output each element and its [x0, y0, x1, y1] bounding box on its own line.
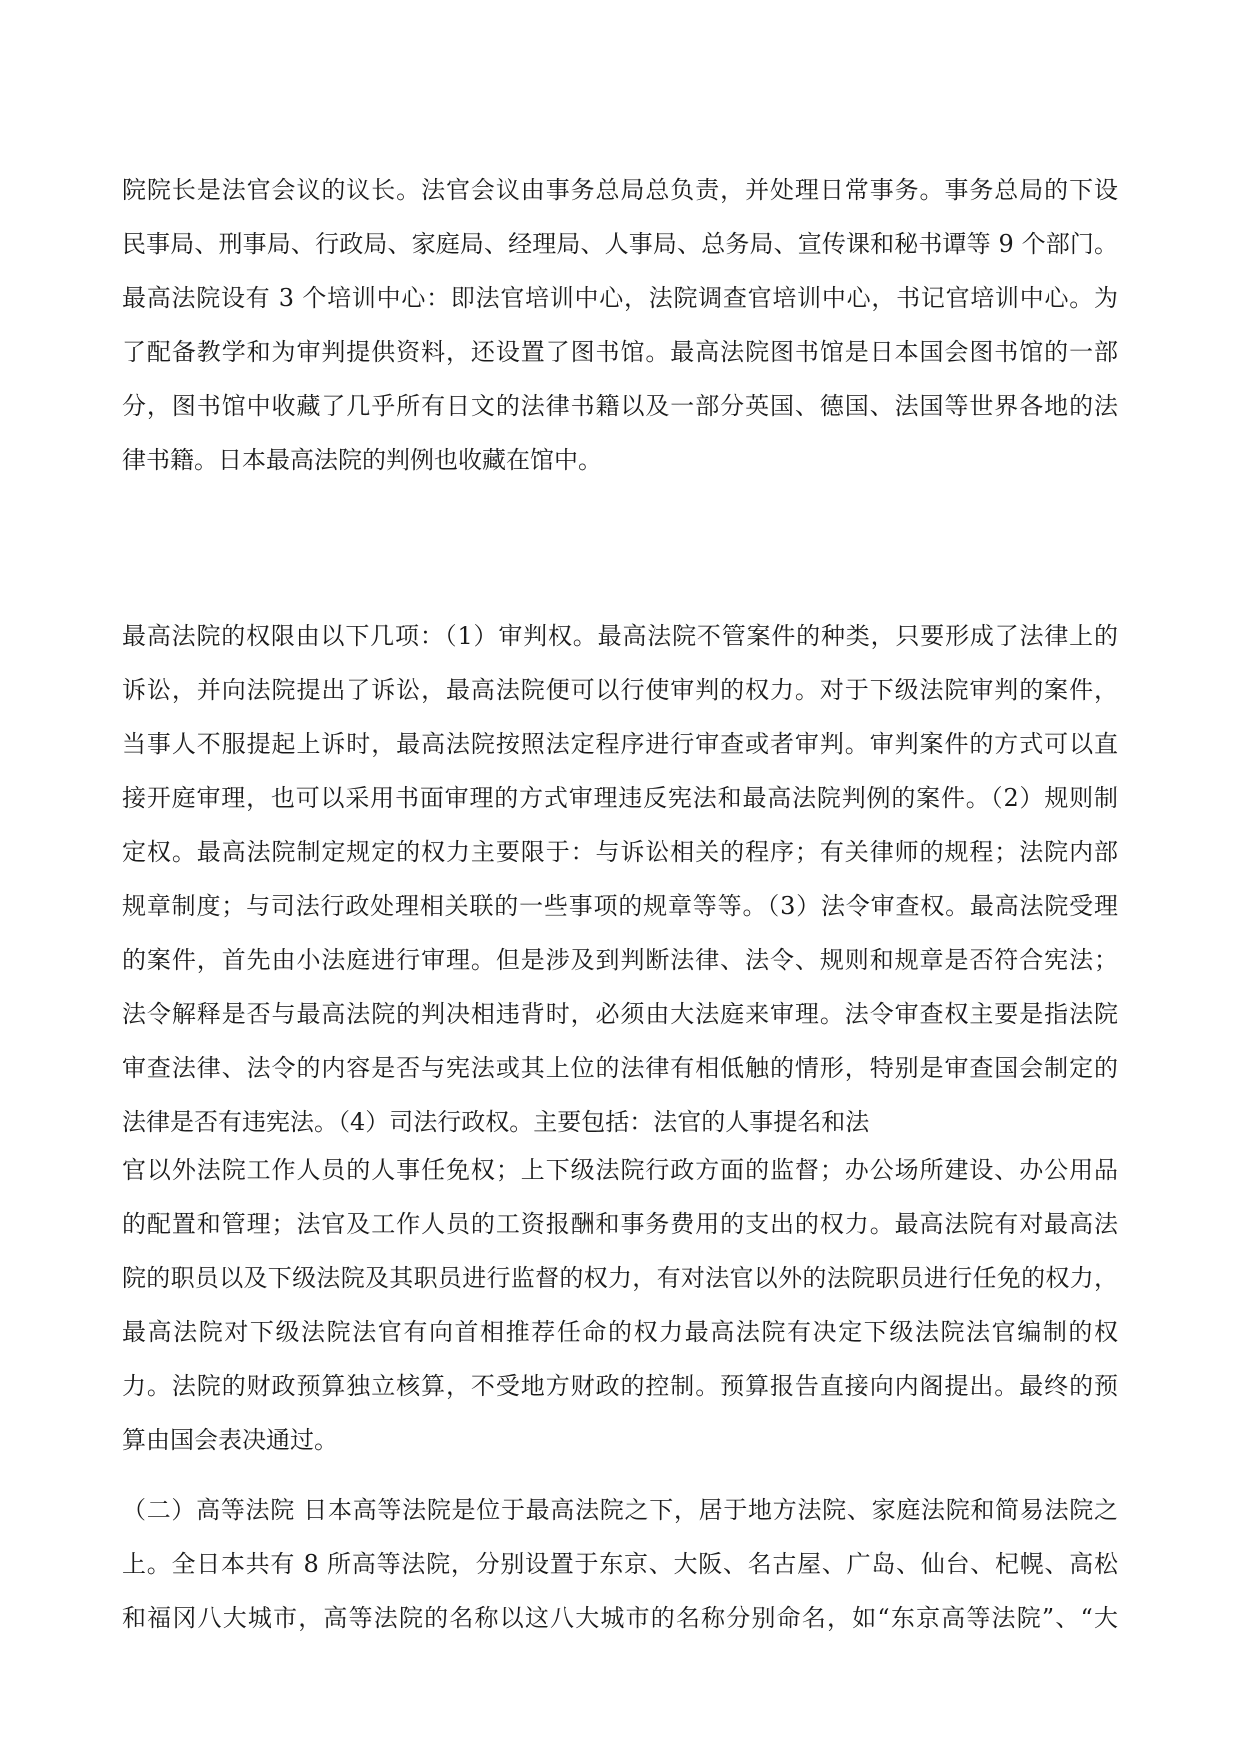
- text-line: 最高法院的权限由以下几项：（1）审判权。最高法院不管案件的种类，只要形成了法律上的: [122, 622, 1118, 650]
- text-line: 定权。最高法院制定规定的权力主要限于：与诉讼相关的程序；有关律师的规程；法院内部: [122, 838, 1118, 866]
- text-line: 分，图书馆中收藏了几乎所有日文的法律书籍以及一部分英国、德国、法国等世界各地的法: [122, 392, 1118, 420]
- text-line: 民事局、刑事局、行政局、家庭局、经理局、人事局、总务局、宣传课和秘书谭等 9 个部门。: [122, 230, 1118, 258]
- text-line: 最高法院对下级法院法官有向首相推荐任命的权力最高法院有决定下级法院法官编制的权: [122, 1318, 1118, 1346]
- text-line: （二）高等法院 日本高等法院是位于最高法院之下，居于地方法院、家庭法院和简易法院之: [122, 1496, 1118, 1524]
- text-line: 的配置和管理；法官及工作人员的工资报酬和事务费用的支出的权力。最高法院有对最高法: [122, 1210, 1118, 1238]
- text-line: 力。法院的财政预算独立核算，不受地方财政的控制。预算报告直接向内阁提出。最终的预: [122, 1372, 1118, 1400]
- text-line: 了配备教学和为审判提供资料，还设置了图书馆。最高法院图书馆是日本国会图书馆的一部: [122, 338, 1118, 366]
- text-line: 上。全日本共有 8 所高等法院，分别设置于东京、大阪、名古屋、广岛、仙台、杞幌、高松: [122, 1550, 1118, 1578]
- paragraph-supreme-court-organization: [122, 163, 1118, 487]
- text-line: 院的职员以及下级法院及其职员进行监督的权力，有对法官以外的法院职员进行任免的权力，: [122, 1264, 1118, 1292]
- text-line: 算由国会表决通过。: [122, 1426, 338, 1454]
- text-line: 和福冈八大城市，高等法院的名称以这八大城市的名称分别命名，如“东京高等法院”、“大: [122, 1604, 1118, 1632]
- text-line: 官以外法院工作人员的人事任免权；上下级法院行政方面的监督；办公场所建设、办公用品: [122, 1156, 1118, 1184]
- text-line: 接开庭审理，也可以采用书面审理的方式审理违反宪法和最高法院判例的案件。（2）规则制: [122, 784, 1118, 812]
- text-line: 最高法院设有 3 个培训中心：即法官培训中心，法院调查官培训中心，书记官培训中心。为: [122, 284, 1118, 312]
- paragraph-high-courts: [122, 1483, 1118, 1645]
- paragraph-judicial-administration: [122, 1143, 1118, 1467]
- text-line: 法律是否有违宪法。（4）司法行政权。主要包括：法官的人事提名和法: [122, 1108, 870, 1136]
- text-line: 法令解释是否与最高法院的判决相违背时，必须由大法庭来审理。法令审查权主要是指法院: [122, 1000, 1118, 1028]
- text-line: 院院长是法官会议的议长。法官会议由事务总局总负责，并处理日常事务。事务总局的下设: [122, 176, 1118, 204]
- text-line: 审查法律、法令的内容是否与宪法或其上位的法律有相低触的情形，特别是审查国会制定的: [122, 1054, 1118, 1082]
- text-line: 的案件，首先由小法庭进行审理。但是涉及到判断法律、法令、规则和规章是否符合宪法；: [122, 946, 1118, 974]
- text-line: 诉讼，并向法院提出了诉讼，最高法院便可以行使审判的权力。对于下级法院审判的案件，: [122, 676, 1118, 704]
- paragraph-supreme-court-powers: [122, 609, 1118, 1149]
- text-line: 当事人不服提起上诉时，最高法院按照法定程序进行审查或者审判。审判案件的方式可以直: [122, 730, 1118, 758]
- text-line: 律书籍。日本最高法院的判例也收藏在馆中。: [122, 446, 602, 474]
- text-line: 规章制度；与司法行政处理相关联的一些事项的规章等等。（3）法令审查权。最高法院受理: [122, 892, 1118, 920]
